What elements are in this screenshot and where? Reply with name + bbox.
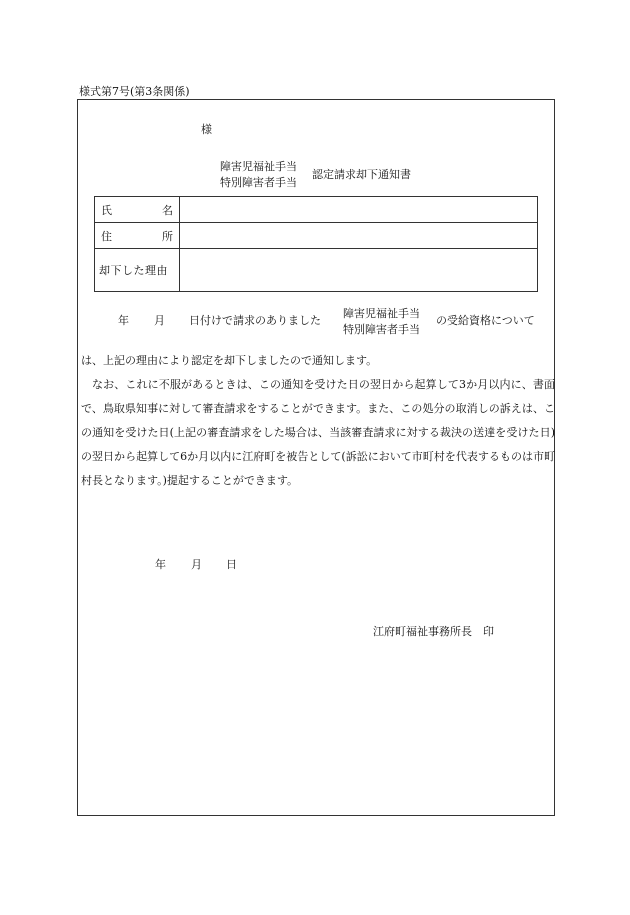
info-table	[94, 196, 538, 292]
paragraph-allowance-2: 特別障害者手当	[343, 323, 420, 336]
signer-line: 江府町福祉事務所長 印	[373, 625, 494, 638]
date-month: 月	[191, 558, 202, 571]
document-title: 認定請求却下通知書	[312, 168, 411, 181]
address-label-b: 所	[162, 229, 173, 243]
title-allowance-stack	[220, 159, 297, 191]
paragraph-month: 月	[154, 314, 165, 327]
notice-line-result: は、上記の理由により認定を却下しましたので通知します。	[81, 354, 378, 367]
reason-label: 却下した理由	[99, 264, 168, 277]
title-allowance-1: 障害児福祉手当	[220, 160, 297, 173]
title-allowance-2: 特別障害者手当	[220, 176, 297, 189]
address-row	[95, 223, 538, 249]
paragraph-allowance-stack	[343, 306, 420, 338]
reason-label-cell	[95, 249, 180, 292]
reason-value-field[interactable]	[180, 249, 538, 292]
name-row	[95, 197, 538, 223]
addressee-suffix: 様	[201, 123, 212, 136]
address-value-field[interactable]	[180, 223, 538, 249]
paragraph-date-phrase: 日付けで請求のありました	[189, 314, 321, 327]
name-value-field[interactable]	[180, 197, 538, 223]
paragraph-year: 年	[118, 314, 129, 327]
form-number: 様式第7号(第3条関係)	[79, 85, 190, 98]
date-year: 年	[155, 558, 166, 571]
paragraph-allowance-1: 障害児福祉手当	[343, 307, 420, 320]
name-label-a: 氏	[101, 203, 112, 217]
date-day: 日	[226, 558, 237, 571]
notice-body	[81, 349, 555, 493]
address-label	[95, 223, 180, 249]
name-label-b: 名	[162, 203, 173, 217]
name-label	[95, 197, 180, 223]
address-label-a: 住	[101, 229, 112, 243]
reason-row	[95, 249, 538, 292]
paragraph-tail: の受給資格について	[436, 314, 535, 327]
notice-appeal-text: なお、これに不服があるときは、この通知を受けた日の翌日から起算して3か月以内に、書面で、鳥取県知事に対して審査請求をすることができます。また、この処分の取消しの訴えは、この通知を受けた日(上記の審査請求をした場合は、当該審査請求に対する裁決の送達を受けた日)の翌日から起算して6か月以内に江府町を被告として(訴訟において市町村を代表するものは市町村長となります。)提起することができます。	[81, 378, 555, 487]
